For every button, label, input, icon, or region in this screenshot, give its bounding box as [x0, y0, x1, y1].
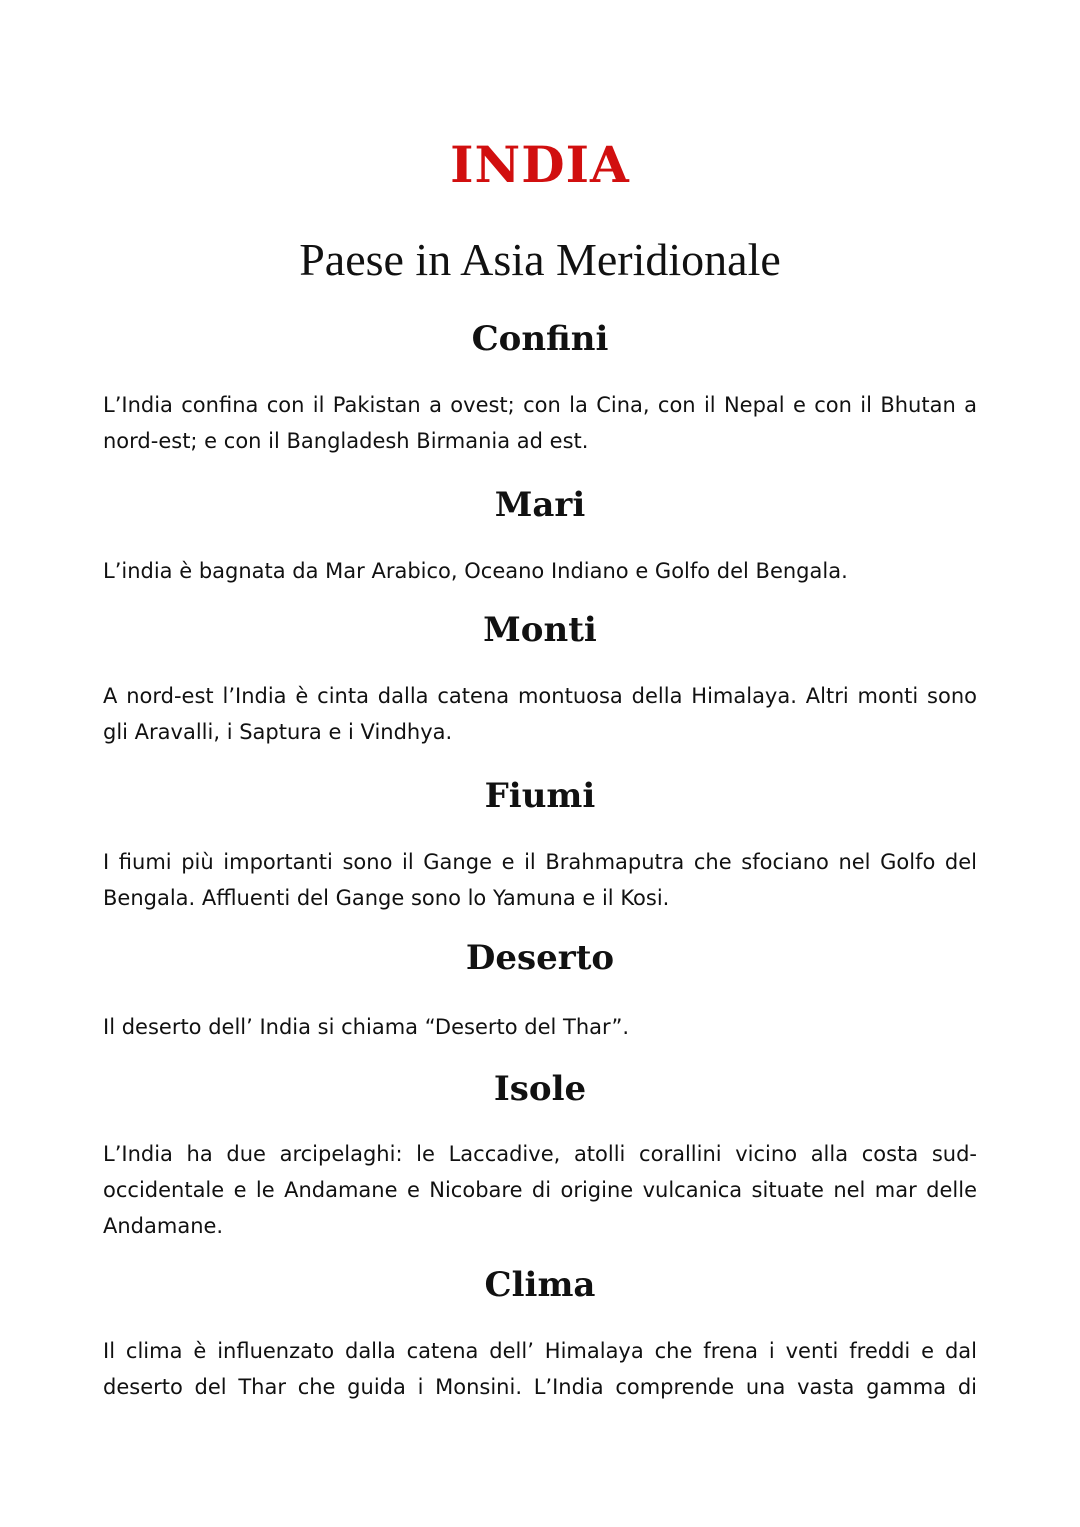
section-heading-clima: Clima	[484, 1265, 596, 1305]
page-title: INDIA	[450, 135, 630, 194]
section-heading-monti: Monti	[483, 610, 597, 650]
section-text-clima: Il clima è influenzato dalla catena dell’ Himalaya che frena i venti freddi e dal deserto del Thar che guida i Monsini. L’India comprende una vasta gamma di	[103, 1339, 977, 1399]
section-heading-fiumi: Fiumi	[484, 776, 596, 816]
section-text-deserto: Il deserto dell’ India si chiama “Deserto del Thar”.	[103, 1015, 630, 1039]
section-text-monti: A nord-est l’India è cinta dalla catena montuosa della Himalaya. Altri monti sono gli Aravalli, i Saptura e i Vindhya.	[103, 684, 977, 744]
section-heading-mari: Mari	[494, 485, 586, 525]
section-heading-isole: Isole	[493, 1069, 587, 1109]
section-heading-confini: Confini	[471, 319, 609, 359]
section-heading-deserto: Deserto	[465, 938, 615, 978]
section-text-fiumi: I fiumi più importanti sono il Gange e il Brahmaputra che sfociano nel Golfo del Bengala. Affluenti del Gange sono lo Yamuna e il Kosi.	[103, 850, 977, 910]
section-text-isole: L’India ha due arcipelaghi: le Laccadive, atolli corallini vicino alla costa sud-occidentale e le Andamane e Nicobare di origine vulcanica situate nel mar delle Andamane.	[103, 1142, 977, 1238]
section-text-confini: L’India confina con il Pakistan a ovest; con la Cina, con il Nepal e con il Bhutan a nord-est; e con il Bangladesh Birmania ad est.	[103, 393, 977, 453]
section-text-mari: L’india è bagnata da Mar Arabico, Oceano Indiano e Golfo del Bengala.	[103, 559, 848, 583]
page-subtitle: Paese in Asia Meridionale	[299, 234, 781, 285]
